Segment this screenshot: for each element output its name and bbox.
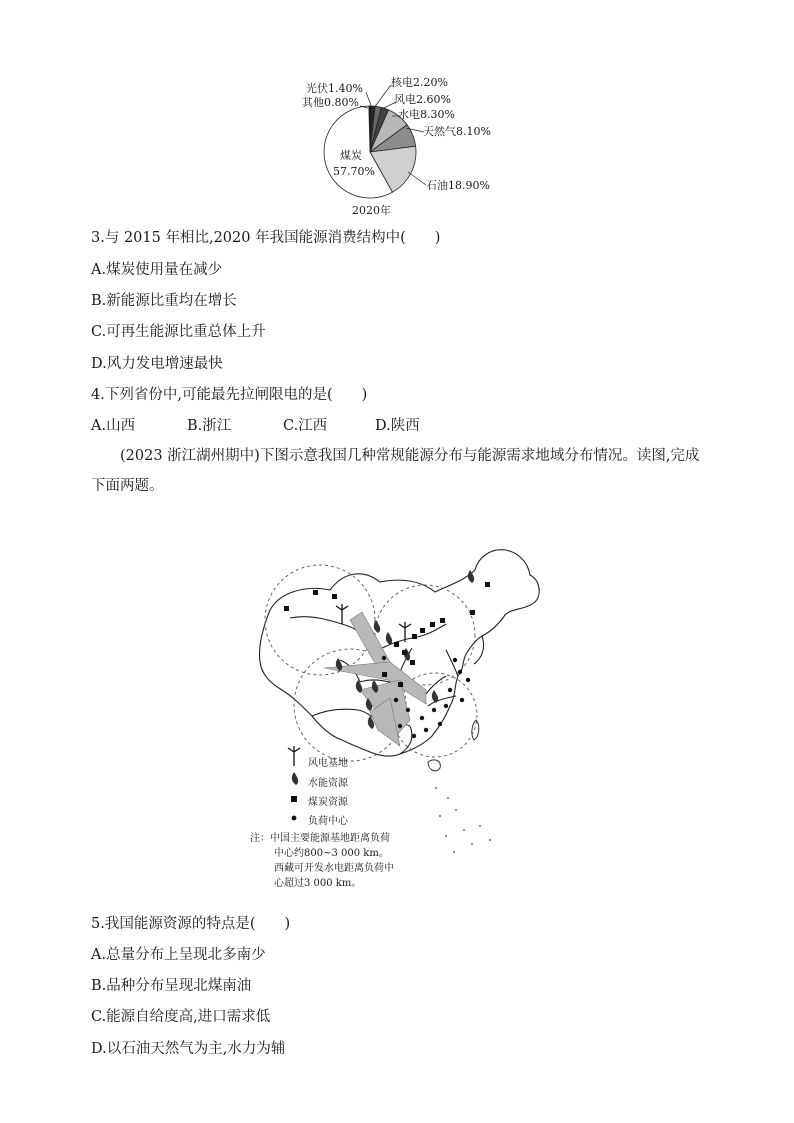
q4-option-b[interactable]: B.浙江 bbox=[187, 418, 232, 434]
pie-label-gas: 天然气8.10% bbox=[423, 125, 491, 138]
pie-label-nuclear: 核电2.20% bbox=[391, 76, 448, 89]
q3-option-c[interactable]: C.可再生能源比重总体上升 bbox=[91, 324, 266, 340]
q4-option-c[interactable]: C.江西 bbox=[283, 418, 328, 434]
pie-label-guangfu: 光伏1.40% bbox=[306, 82, 363, 95]
q3-option-a[interactable]: A.煤炭使用量在减少 bbox=[91, 262, 223, 278]
q5-option-b[interactable]: B.品种分布呈现北煤南油 bbox=[91, 978, 252, 994]
pie-leader-line bbox=[366, 92, 372, 108]
q5-stem: 5.我国能源资源的特点是( ) bbox=[91, 916, 291, 932]
q3-option-b[interactable]: B.新能源比重均在增长 bbox=[91, 293, 237, 309]
legend-hydro-label: 水能资源 bbox=[308, 778, 348, 789]
map-note-line-4: 心超过3 000 km。 bbox=[274, 878, 362, 889]
pie-label-other: 其他0.80% bbox=[302, 96, 359, 109]
map-note-line-2: 中心约800~3 000 km。 bbox=[274, 848, 389, 859]
pie-label-oil: 石油18.90% bbox=[426, 179, 490, 192]
transmission-corridors bbox=[324, 612, 426, 746]
q5-option-c[interactable]: C.能源自给度高,进口需求低 bbox=[91, 1009, 271, 1025]
q4-options bbox=[91, 417, 491, 437]
pie-label-coal: 煤炭 bbox=[340, 149, 362, 162]
q4-stem: 4.下列省份中,可能最先拉闸限电的是( ) bbox=[91, 387, 368, 403]
pie-label-coal-pct: 57.70% bbox=[333, 165, 375, 178]
q3-option-d[interactable]: D.风力发电增速最快 bbox=[91, 356, 223, 372]
china-energy-map bbox=[250, 540, 550, 900]
pie-leader-line bbox=[408, 172, 426, 185]
q4-option-d[interactable]: D.陕西 bbox=[375, 418, 420, 434]
south-sea-dots bbox=[435, 787, 491, 853]
pie-label-wind: 风电2.60% bbox=[394, 93, 451, 106]
pie-label-hydro: 水电8.30% bbox=[398, 108, 455, 121]
energy-pie-chart bbox=[300, 72, 520, 222]
q3-stem: 3.与 2015 年相比,2020 年我国能源消费结构中( ) bbox=[91, 230, 441, 246]
legend-coal-label: 煤炭资源 bbox=[308, 797, 348, 808]
legend-wind-label: 风电基地 bbox=[308, 758, 348, 769]
legend-symbols bbox=[288, 746, 300, 820]
q5-option-d[interactable]: D.以石油天然气为主,水力为辅 bbox=[91, 1041, 286, 1057]
pie-title: 2020年 bbox=[352, 204, 391, 217]
passage-intro: (2023 浙江湖州期中)下图示意我国几种常规能源分布与能源需求地域分布情况。读图,完成下面两题。 bbox=[91, 448, 700, 494]
range-circles bbox=[265, 565, 477, 761]
q4-option-a[interactable]: A.山西 bbox=[91, 418, 136, 434]
map-note-line-1: 注：中国主要能源基地距离负荷 bbox=[250, 833, 390, 844]
q5-option-a[interactable]: A.总量分布上呈现北多南少 bbox=[91, 947, 266, 963]
legend-load-label: 负荷中心 bbox=[308, 816, 348, 827]
map-note-line-3: 西藏可开发水电距离负荷中 bbox=[274, 863, 394, 874]
island-outlines bbox=[428, 720, 479, 771]
